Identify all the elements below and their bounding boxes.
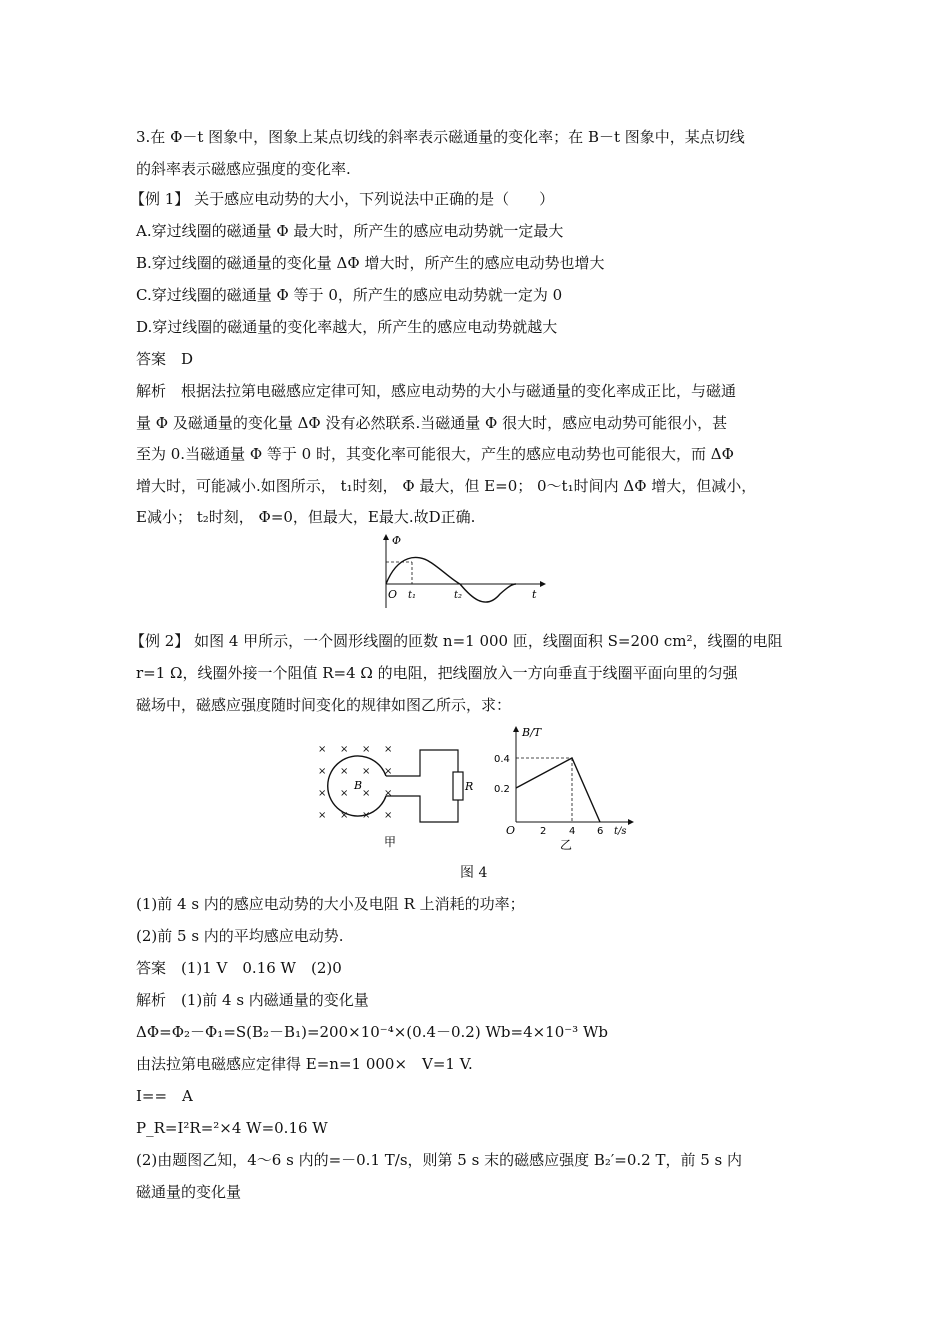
svg-text:×: ×: [384, 810, 393, 821]
svg-text:×: ×: [362, 744, 371, 755]
t-axis-label: t/s: [614, 826, 627, 837]
analysis-line: 增大时，可能减小.如图所示， t₁时刻， Φ 最大，但 E=0； 0～t₁时间内 ΔΦ 增大，但减小，: [136, 477, 757, 495]
analysis-line: 解析 (1)前 4 s 内磁通量的变化量: [136, 991, 369, 1009]
b-t-graph: [490, 722, 640, 852]
option-d: D.穿过线圈的磁通量的变化率越大，所产生的感应电动势就越大: [136, 318, 558, 336]
analysis-line: (2)由题图乙知，4～6 s 内的=－0.1 T/s，则第 5 s 末的磁感应强度 B₂′=0.2 T，前 5 s 内: [136, 1151, 743, 1169]
svg-text:×: ×: [340, 788, 349, 799]
svg-text:×: ×: [362, 766, 371, 777]
question-2: (2)前 5 s 内的平均感应电动势.: [136, 927, 344, 945]
formula-line: P_R=I²R=²×4 W=0.16 W: [136, 1119, 328, 1137]
svg-text:×: ×: [318, 810, 327, 821]
x-tick-4: 4: [569, 826, 576, 837]
svg-text:×: ×: [384, 788, 393, 799]
svg-text:×: ×: [340, 810, 349, 821]
analysis-line: 解析 根据法拉第电磁感应定律可知，感应电动势的大小与磁通量的变化率成正比，与磁通: [136, 382, 737, 400]
svg-text:×: ×: [340, 744, 349, 755]
formula-line: 由法拉第电磁感应定律得 E=n=1 000× V=1 V.: [136, 1055, 473, 1073]
example-2-line: 【例 2】 如图 4 甲所示，一个圆形线圈的匝数 n=1 000 匝，线圈面积 S=200 cm²，线圈的电阻: [130, 632, 783, 650]
phi-axis-label: Φ: [392, 534, 402, 547]
field-b-label: B: [354, 779, 363, 792]
svg-text:×: ×: [318, 766, 327, 777]
t1-label: t₁: [408, 590, 417, 601]
t2-label: t₂: [454, 590, 463, 601]
option-a: A.穿过线圈的磁通量 Φ 最大时，所产生的感应电动势就一定最大: [136, 222, 564, 240]
origin-label: O: [388, 588, 398, 601]
svg-text:×: ×: [340, 766, 349, 777]
analysis-line: 量 Φ 及磁通量的变化量 ΔΦ 没有必然联系.当磁通量 Φ 很大时，感应电动势可能很小，甚: [136, 414, 728, 432]
origin-label: O: [506, 824, 516, 837]
example-1-title: 【例 1】 关于感应电动势的大小，下列说法中正确的是（ ）: [130, 190, 555, 208]
svg-text:×: ×: [384, 744, 393, 755]
formula-line: I== A: [136, 1087, 193, 1105]
text-line: 3.在 Φ－t 图象中，图象上某点切线的斜率表示磁通量的变化率；在 B－t 图象中，某点切线: [136, 128, 745, 146]
example-2-line: 磁场中，磁感应强度随时间变化的规律如图乙所示，求：: [136, 696, 512, 714]
figure-caption: 图 4: [460, 865, 488, 881]
y-tick-02: 0.2: [494, 784, 510, 795]
svg-text:×: ×: [318, 788, 327, 799]
formula-line: ΔΦ=Φ₂－Φ₁=S(B₂－B₁)=200×10⁻⁴×(0.4－0.2) Wb=4×10⁻³ Wb: [136, 1023, 608, 1041]
analysis-line: 至为 0.当磁通量 Φ 等于 0 时，其变化率可能很大，产生的感应电动势也可能很大，而 ΔΦ: [136, 445, 734, 463]
answer-2: 答案 (1)1 V 0.16 W (2)0: [136, 959, 342, 977]
b-axis-label: B/T: [522, 726, 542, 739]
analysis-line: E减小； t₂时刻， Φ=0，但最大，E最大.故D正确.: [136, 508, 476, 526]
caption-yi: 乙: [560, 838, 573, 852]
text-line: 的斜率表示磁感应强度的变化率.: [136, 160, 351, 178]
x-tick-2: 2: [540, 826, 547, 837]
analysis-line: 磁通量的变化量: [136, 1183, 242, 1201]
option-c: C.穿过线圈的磁通量 Φ 等于 0，所产生的感应电动势就一定为 0: [136, 286, 563, 304]
coil-circuit-diagram: [312, 740, 472, 850]
example-2-line: r=1 Ω，线圈外接一个阻值 R=4 Ω 的电阻，把线圈放入一方向垂直于线圈平面向里的匀强: [136, 664, 738, 682]
svg-text:×: ×: [362, 810, 371, 821]
svg-text:×: ×: [318, 744, 327, 755]
option-b: B.穿过线圈的磁通量的变化量 ΔΦ 增大时，所产生的感应电动势也增大: [136, 254, 605, 272]
question-1: (1)前 4 s 内的感应电动势的大小及电阻 R 上消耗的功率；: [136, 895, 525, 913]
answer-1: 答案 D: [136, 350, 194, 368]
svg-text:×: ×: [362, 788, 371, 799]
t-axis-label: t: [532, 588, 537, 601]
x-tick-6: 6: [597, 826, 604, 837]
caption-jia: 甲: [384, 835, 397, 849]
resistor-label: R: [465, 780, 474, 793]
phi-t-graph: [370, 532, 550, 612]
y-tick-04: 0.4: [494, 754, 510, 765]
svg-text:×: ×: [384, 766, 393, 777]
